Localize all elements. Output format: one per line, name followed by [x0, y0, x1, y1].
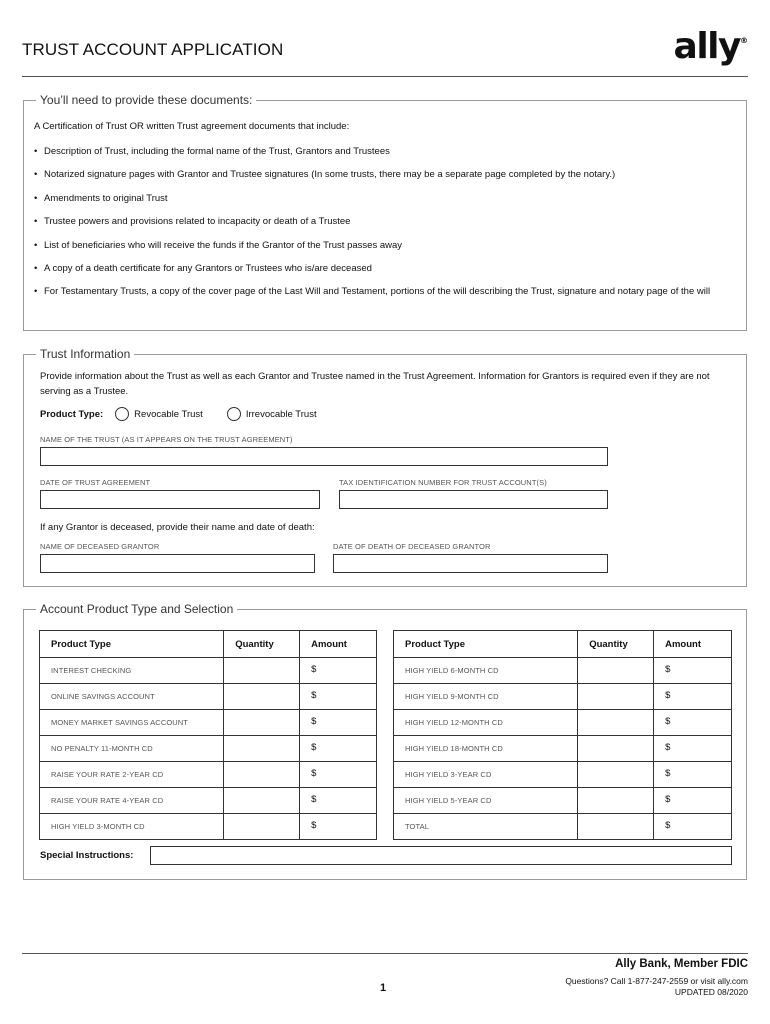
quantity-cell[interactable] [224, 684, 300, 710]
product-name: HIGH YIELD 6-MONTH CD [394, 658, 578, 684]
table-row [394, 762, 732, 788]
table-row [394, 788, 732, 814]
table-row [40, 658, 377, 684]
table-row [394, 684, 732, 710]
contact-info [565, 976, 748, 998]
deceased-date-label: DATE OF DEATH OF DECEASED GRANTOR [333, 542, 491, 551]
footer-divider [22, 953, 748, 954]
table-row [394, 814, 732, 840]
amount-cell[interactable]: $ [300, 762, 377, 788]
quantity-cell[interactable] [578, 684, 654, 710]
amount-cell[interactable]: $ [300, 684, 377, 710]
amount-cell[interactable]: $ [654, 684, 732, 710]
revocable-trust-option[interactable] [115, 407, 203, 421]
updated-text: UPDATED 08/2020 [674, 987, 748, 997]
total-label: TOTAL [394, 814, 578, 840]
ally-logo [674, 26, 748, 67]
quantity-cell[interactable] [224, 762, 300, 788]
product-name: NO PENALTY 11-MONTH CD [40, 736, 224, 762]
product-type-row [40, 407, 341, 421]
amount-cell[interactable]: $ [654, 710, 732, 736]
list-item: • For Testamentary Trusts, a copy of the cover page of the Last Will and Testament, portions of the will describing the Trust, signature and notary page of the will [34, 285, 734, 299]
deceased-name-label: NAME OF DECEASED GRANTOR [40, 542, 160, 551]
revocable-trust-label: Revocable Trust [134, 408, 203, 420]
product-name: HIGH YIELD 3-MONTH CD [40, 814, 224, 840]
product-name: HIGH YIELD 3-YEAR CD [394, 762, 578, 788]
list-item: • A copy of a death certificate for any Grantors or Trustees who is/are deceased [34, 262, 734, 276]
deceased-grantor-prompt: If any Grantor is deceased, provide their name and date of death: [40, 522, 315, 533]
table-row [40, 762, 377, 788]
bank-name: Ally Bank, Member FDIC [615, 958, 748, 970]
documents-legend: You’ll need to provide these documents: [36, 93, 256, 107]
amount-cell[interactable]: $ [654, 658, 732, 684]
deceased-name-input[interactable] [40, 554, 315, 573]
table-row [394, 736, 732, 762]
product-table-right [393, 630, 732, 840]
product-name: RAISE YOUR RATE 2-YEAR CD [40, 762, 224, 788]
table-row [394, 710, 732, 736]
revocable-trust-radio[interactable] [115, 407, 129, 421]
trust-info-legend: Trust Information [36, 347, 134, 361]
documents-list [34, 145, 734, 309]
irrevocable-trust-radio[interactable] [227, 407, 241, 421]
logo-registered-mark: ® [740, 36, 748, 45]
documents-intro: A Certification of Trust OR written Trust agreement documents that include: [34, 121, 350, 132]
amount-header: Amount [300, 631, 377, 658]
documents-section [23, 93, 747, 331]
table-row [40, 788, 377, 814]
amount-cell[interactable]: $ [654, 788, 732, 814]
tin-label: TAX IDENTIFICATION NUMBER FOR TRUST ACCOUNT(S) [339, 478, 547, 487]
trust-info-description: Provide information about the Trust as well as each Grantor and Trustee named in the Trust Agreement. Information for Grantors is required even if they are not serving as a Trustee. [40, 371, 710, 397]
trust-date-label: DATE OF TRUST AGREEMENT [40, 478, 151, 487]
irrevocable-trust-option[interactable] [227, 407, 317, 421]
page-number: 1 [380, 982, 387, 994]
irrevocable-trust-label: Irrevocable Trust [245, 408, 317, 420]
table-row [40, 736, 377, 762]
trust-name-label: NAME OF THE TRUST (AS IT APPEARS ON THE TRUST AGREEMENT) [40, 435, 293, 444]
product-type-label: Product Type: [40, 408, 104, 420]
list-item: • List of beneficiaries who will receive the funds if the Grantor of the Trust passes away [34, 239, 734, 253]
quantity-cell[interactable] [224, 814, 300, 840]
quantity-cell[interactable] [578, 658, 654, 684]
quantity-header: Quantity [224, 631, 300, 658]
product-name: HIGH YIELD 12-MONTH CD [394, 710, 578, 736]
product-type-header: Product Type [40, 631, 224, 658]
logo-text: ally [673, 26, 740, 67]
questions-text: Questions? Call 1-877-247-2559 or visit ally.com [565, 976, 748, 986]
product-name: HIGH YIELD 5-YEAR CD [394, 788, 578, 814]
quantity-cell[interactable] [578, 788, 654, 814]
quantity-cell[interactable] [224, 710, 300, 736]
amount-cell[interactable]: $ [300, 710, 377, 736]
special-instructions-input[interactable] [150, 846, 732, 865]
trust-information-section [23, 347, 747, 587]
tin-input[interactable] [339, 490, 608, 509]
product-table-left [39, 630, 377, 840]
list-item: • Amendments to original Trust [34, 192, 734, 206]
quantity-cell[interactable] [578, 762, 654, 788]
product-name: INTEREST CHECKING [40, 658, 224, 684]
table-header-row [394, 631, 732, 658]
product-name: HIGH YIELD 9-MONTH CD [394, 684, 578, 710]
amount-header: Amount [654, 631, 732, 658]
quantity-cell[interactable] [578, 736, 654, 762]
amount-cell[interactable]: $ [300, 788, 377, 814]
trust-name-input[interactable] [40, 447, 608, 466]
header-divider [22, 76, 748, 77]
quantity-cell[interactable] [224, 658, 300, 684]
amount-cell[interactable]: $ [300, 736, 377, 762]
list-item: • Notarized signature pages with Grantor and Trustee signatures (In some trusts, there may be a separate page completed by the notary.) [34, 168, 734, 182]
page-title: TRUST ACCOUNT APPLICATION [22, 40, 284, 59]
table-header-row [40, 631, 377, 658]
product-name: RAISE YOUR RATE 4-YEAR CD [40, 788, 224, 814]
account-legend: Account Product Type and Selection [36, 602, 237, 616]
list-item: • Trustee powers and provisions related to incapacity or death of a Trustee [34, 215, 734, 229]
amount-cell[interactable]: $ [654, 762, 732, 788]
amount-cell[interactable]: $ [300, 658, 377, 684]
product-type-header: Product Type [394, 631, 578, 658]
trust-date-input[interactable] [40, 490, 320, 509]
table-row [394, 658, 732, 684]
special-instructions-label: Special Instructions: [40, 850, 134, 861]
quantity-cell[interactable] [578, 814, 654, 840]
deceased-date-input[interactable] [333, 554, 608, 573]
quantity-cell[interactable] [224, 736, 300, 762]
quantity-cell[interactable] [578, 710, 654, 736]
list-item: • Description of Trust, including the formal name of the Trust, Grantors and Trustees [34, 145, 734, 159]
quantity-cell[interactable] [224, 788, 300, 814]
amount-cell[interactable]: $ [300, 814, 377, 840]
quantity-header: Quantity [578, 631, 654, 658]
amount-cell[interactable]: $ [654, 736, 732, 762]
product-name: HIGH YIELD 18-MONTH CD [394, 736, 578, 762]
product-name: ONLINE SAVINGS ACCOUNT [40, 684, 224, 710]
account-product-section [23, 602, 747, 880]
table-row [40, 684, 377, 710]
table-row [40, 710, 377, 736]
total-amount-cell[interactable]: $ [654, 814, 732, 840]
table-row [40, 814, 377, 840]
product-name: MONEY MARKET SAVINGS ACCOUNT [40, 710, 224, 736]
